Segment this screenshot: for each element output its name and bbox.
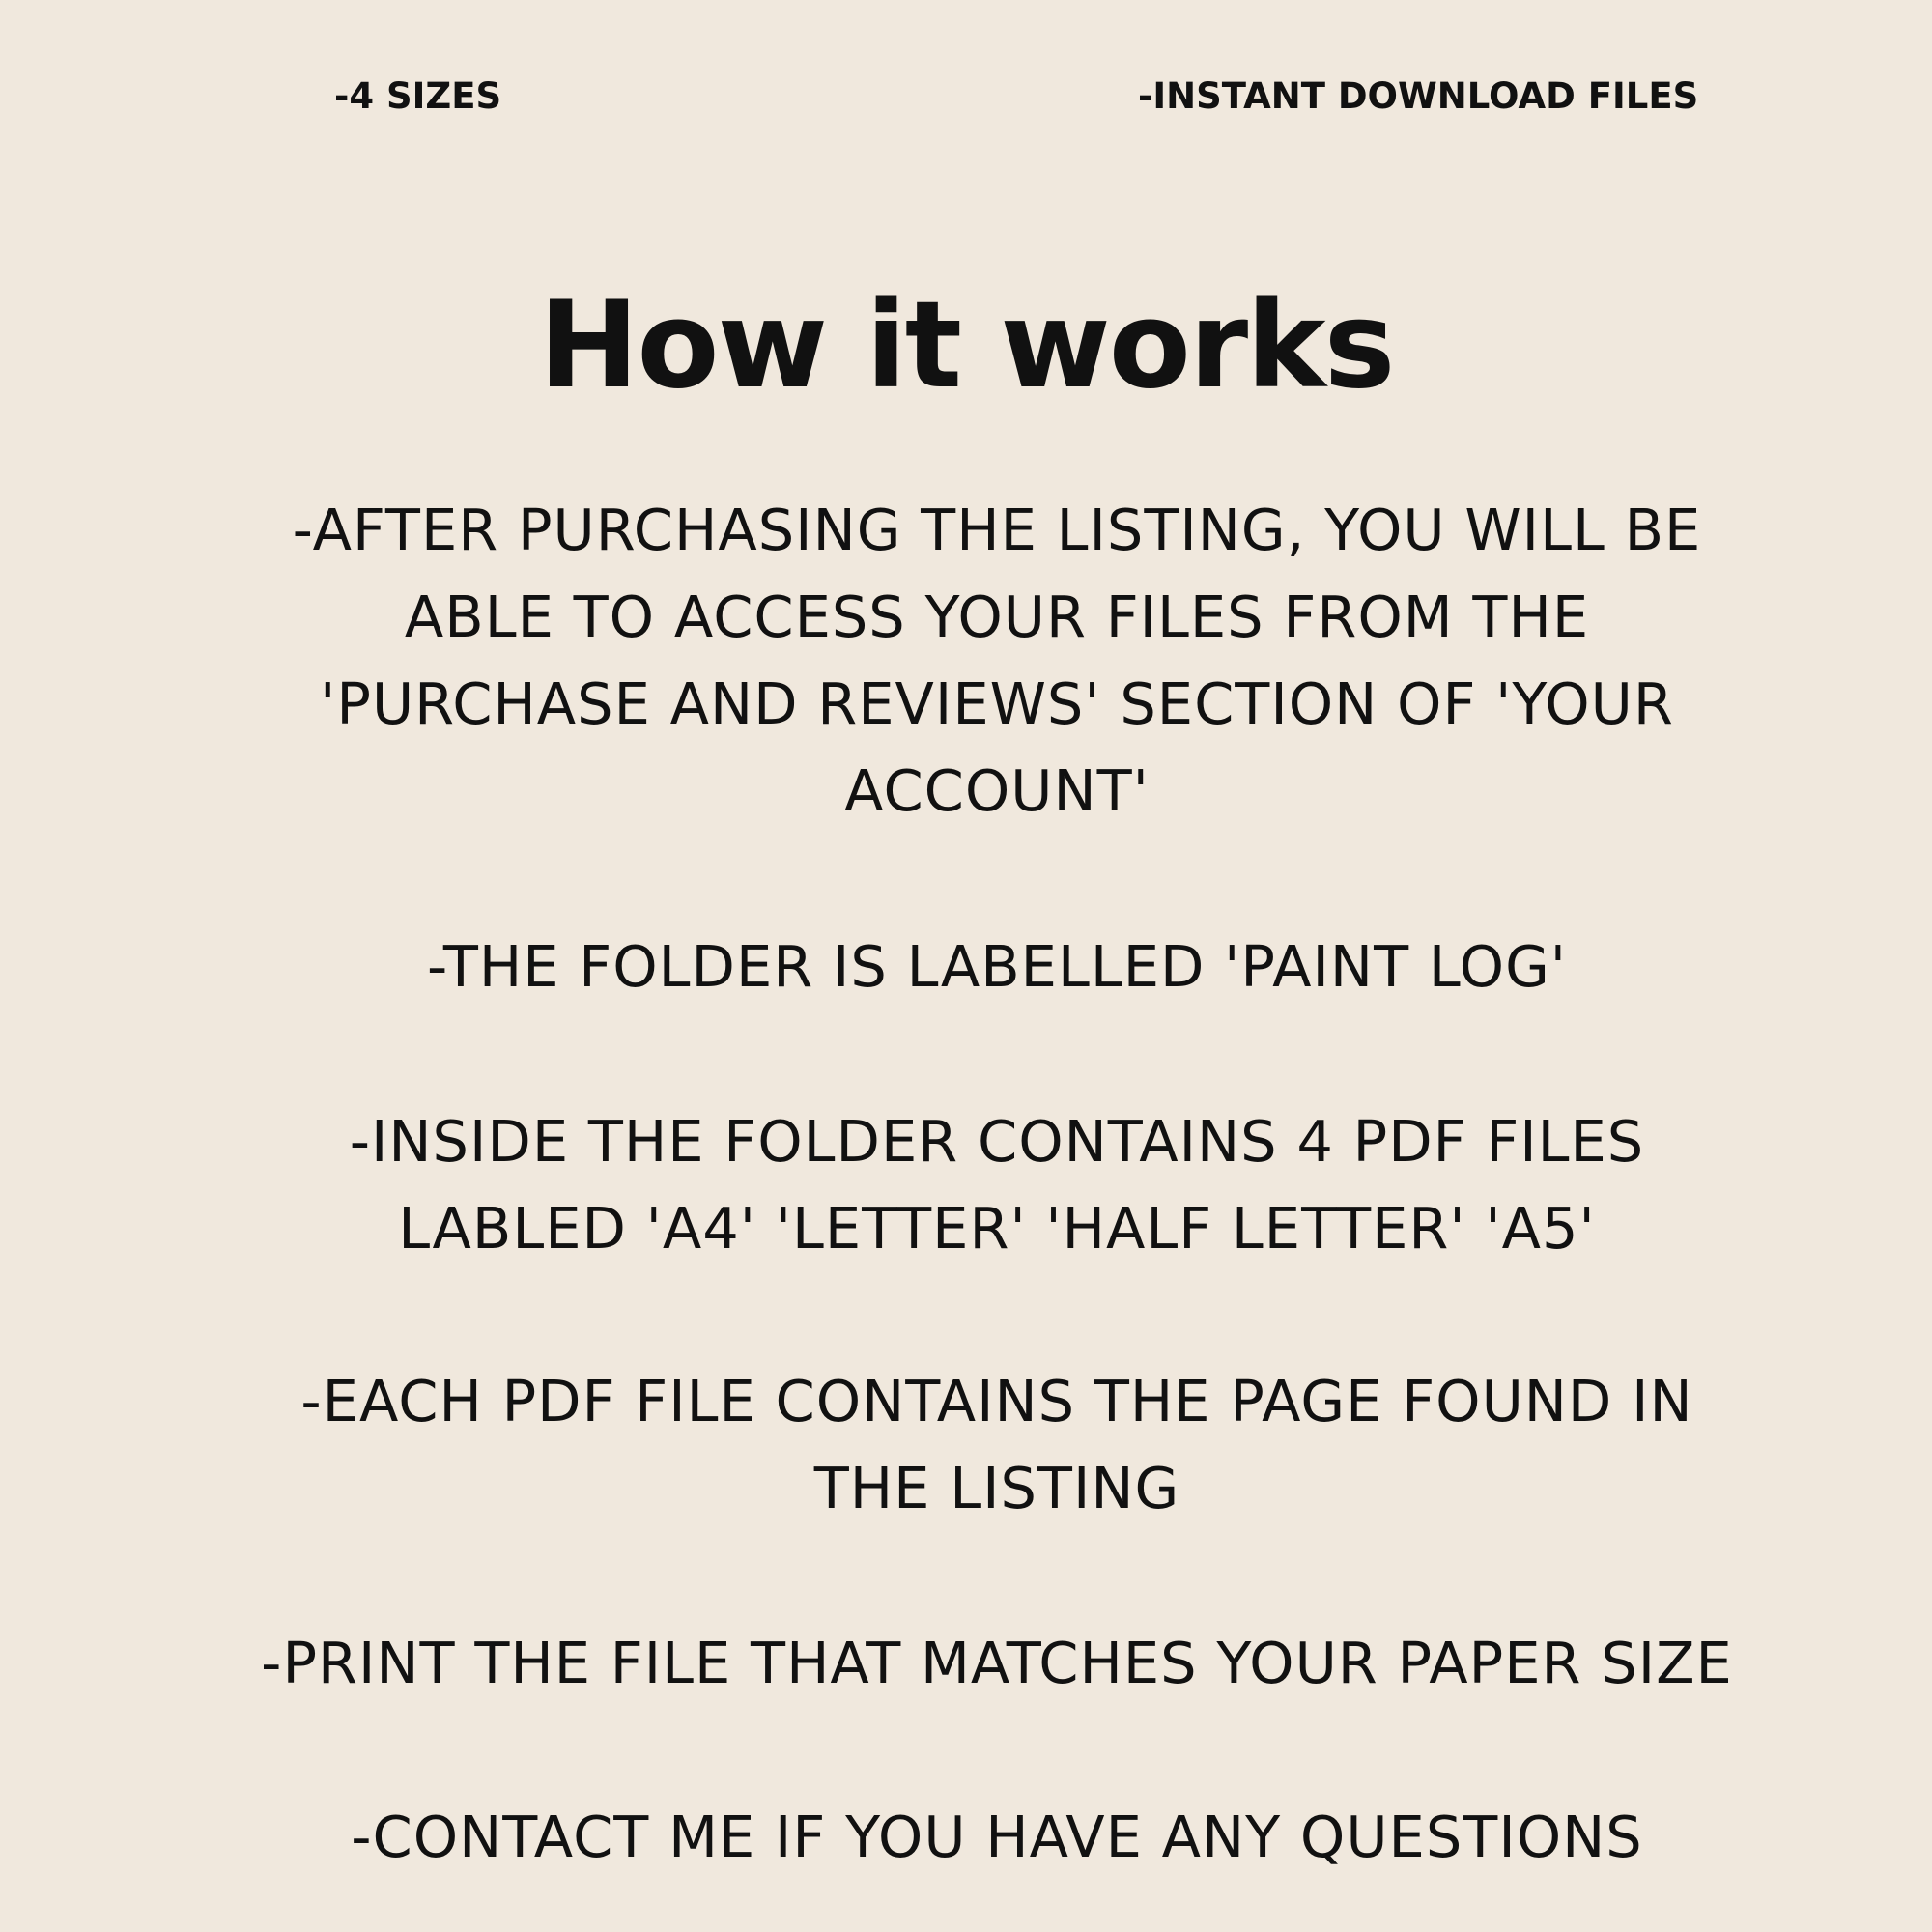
page-title: How it works xyxy=(538,276,1394,415)
step-folder-label: -THE FOLDER IS LABELLED 'PAINT LOG' xyxy=(426,933,1568,1000)
step-contact: -CONTACT ME IF YOU HAVE ANY QUESTIONS xyxy=(351,1804,1643,1870)
step-access-files: -AFTER PURCHASING THE LISTING, YOU WILL BE ABLE TO ACCESS YOUR FILES FROM THE 'PURCHASE AND REVIEWS' SECTION OF 'YOUR ACCOUNT' xyxy=(292,497,1702,824)
step-print-file: -PRINT THE FILE THAT MATCHES YOUR PAPER SIZE xyxy=(261,1630,1733,1696)
instant-download-note: -INSTANT DOWNLOAD FILES xyxy=(1138,75,1699,117)
sizes-note: -4 SIZES xyxy=(334,75,502,117)
step-pdf-contents: -EACH PDF FILE CONTAINS THE PAGE FOUND IN THE LISTING xyxy=(300,1368,1693,1521)
step-folder-contents: -INSIDE THE FOLDER CONTAINS 4 PDF FILES LABLED 'A4' 'LETTER' 'HALF LETTER' 'A5' xyxy=(349,1108,1645,1262)
